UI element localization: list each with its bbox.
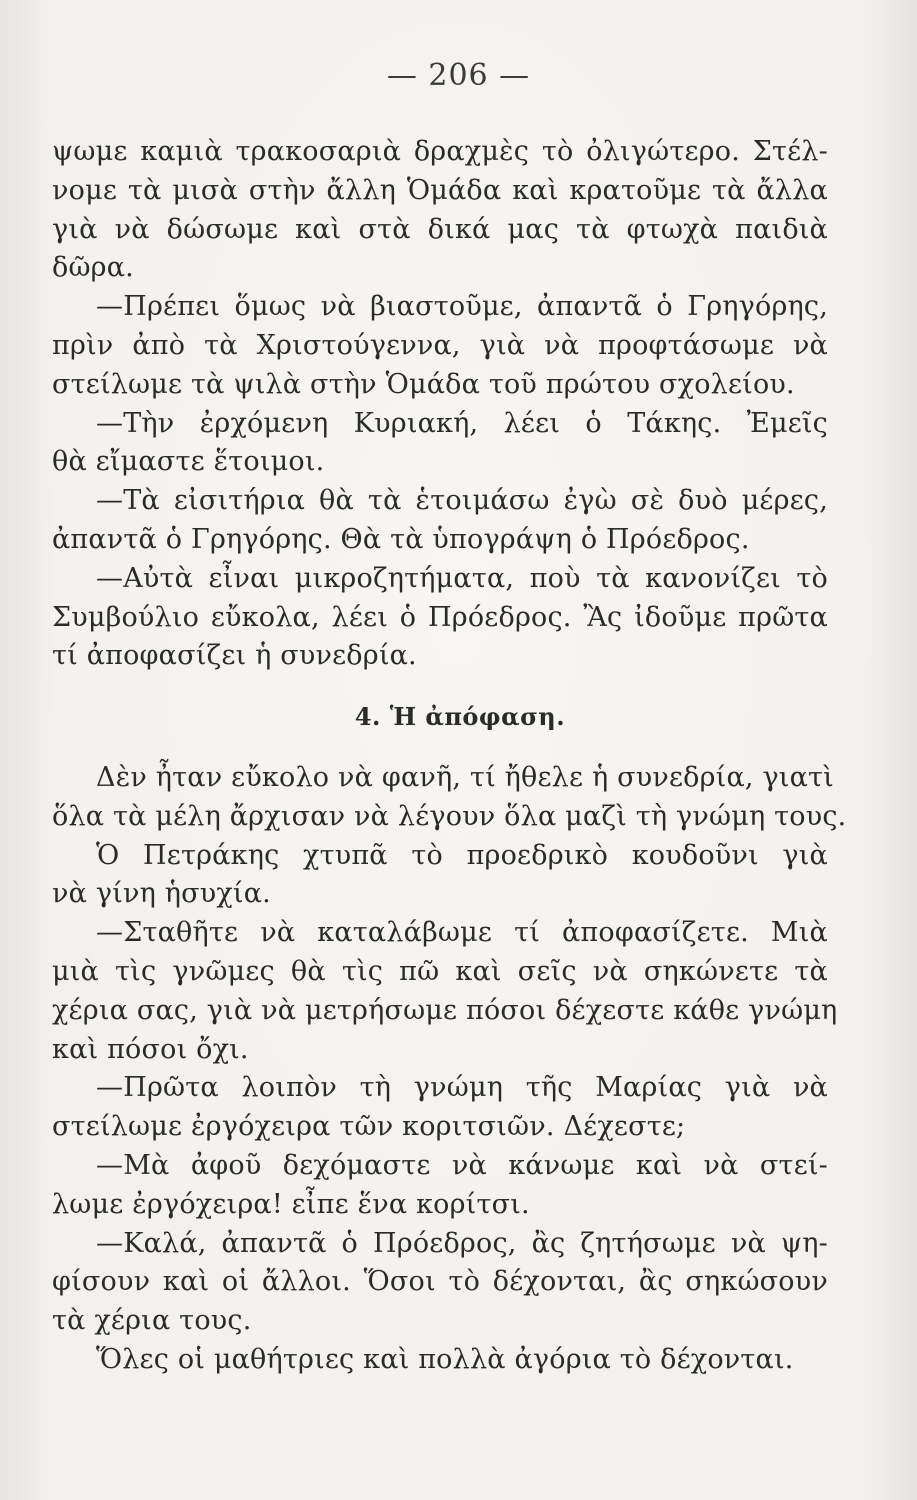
text-line: στείλωμε ἐργόχειρα τῶν κοριτσιῶν. Δέχεστε; (52, 1111, 686, 1143)
text-line: —Αὐτὰ εἶναι μικροζητήματα, ποὺ τὰ κανονίζει τὸ (96, 562, 828, 594)
text-line: Συμβούλιο εὔκολα, λέει ὁ Πρόεδρος. Ἂς ἰδοῦμε πρῶτα (52, 601, 828, 633)
paragraph (52, 837, 828, 915)
text-line: τὰ χέρια τους. (52, 1305, 252, 1337)
paragraph (52, 914, 838, 1069)
text-line: ἀπαντᾶ ὁ Γρηγόρης. Θὰ τὰ ὑπογράψη ὁ Πρόεδρος. (52, 523, 750, 555)
text-line: νομε τὰ μισὰ στὴν ἄλλη Ὁμάδα καὶ κρατοῦμε τὰ ἄλλα (52, 174, 828, 206)
paragraph (52, 405, 828, 483)
text-line: φίσουν καὶ οἱ ἄλλοι. Ὅσοι τὸ δέχονται, ἂς σηκώσουν (52, 1266, 828, 1298)
text-line: —Μὰ ἀφοῦ δεχόμαστε νὰ κάνωμε καὶ νὰ στεί- (96, 1149, 828, 1181)
paragraph (52, 1225, 828, 1341)
page-text (52, 133, 847, 1380)
section-heading: 4. Ἡ ἀπόφαση. (354, 702, 566, 732)
text-line: γιὰ νὰ δώσωμε καὶ στὰ δικά μας τὰ φτωχὰ παιδιὰ (52, 213, 828, 245)
text-line: Ὁ Πετράκης χτυπᾶ τὸ προεδρικὸ κουδοῦνι γιὰ (96, 839, 828, 871)
paragraph (52, 560, 828, 676)
text-line: —Τὰ εἰσιτήρια θὰ τὰ ἑτοιμάσω ἐγὼ σὲ δυὸ μέρες, (96, 485, 828, 517)
paragraph (52, 1341, 828, 1380)
text-line: στείλωμε τὰ ψιλὰ στὴν Ὁμάδα τοῦ πρώτου σχολείου. (52, 368, 795, 400)
text-line: —Πρῶτα λοιπὸν τὴ γνώμη τῆς Μαρίας γιὰ νὰ (96, 1072, 828, 1104)
text-line: λωμε ἐργόχειρα! εἶπε ἕνα κορίτσι. (52, 1188, 530, 1220)
text-line: —Τὴν ἐρχόμενη Κυριακή, λέει ὁ Τάκης. Ἐμεῖς (96, 407, 828, 439)
dialogue-before-heading (52, 133, 828, 676)
dialogue-after-heading (52, 759, 847, 1380)
paragraph (52, 759, 847, 837)
page-number: — 206 — (386, 58, 531, 93)
text-line: —Σταθῆτε νὰ καταλάβωμε τί ἀποφασίζετε. Μιὰ (96, 917, 828, 949)
text-line: —Καλά, ἀπαντᾶ ὁ Πρόεδρος, ἂς ζητήσωμε νὰ ψη- (96, 1227, 828, 1259)
text-line: δῶρα. (52, 252, 134, 284)
paragraph (52, 1069, 828, 1147)
text-line: θὰ εἴμαστε ἕτοιμοι. (52, 446, 325, 478)
text-line: ὅλα τὰ μέλη ἄρχισαν νὰ λέγουν ὅλα μαζὶ τὴ γνώμη τους. (52, 800, 847, 832)
paragraph (52, 133, 828, 288)
text-line: ψωμε καμιὰ τρακοσαριὰ δραχμὲς τὸ ὀλιγώτερο. Στέλ- (52, 136, 828, 167)
text-line: Ὅλες οἱ μαθήτριες καὶ πολλὰ ἀγόρια τὸ δέχονται. (96, 1343, 794, 1375)
paragraph (52, 1147, 828, 1225)
text-line: καὶ πόσοι ὄχι. (52, 1033, 249, 1065)
text-line: τί ἀποφασίζει ἡ συνεδρία. (52, 640, 417, 672)
text-line: Δὲν ἦταν εὔκολο νὰ φανῆ, τί ἤθελε ἡ συνεδρία, γιατὶ (96, 761, 834, 793)
text-line: χέρια σας, γιὰ νὰ μετρήσωμε πόσοι δέχεστε κάθε γνώμη (52, 994, 838, 1026)
paragraph (52, 288, 828, 404)
text-line: —Πρέπει ὅμως νὰ βιαστοῦμε, ἀπαντᾶ ὁ Γρηγόρης, (96, 291, 828, 323)
text-line: μιὰ τὶς γνῶμες θὰ τὶς πῶ καὶ σεῖς νὰ σηκώνετε τὰ (52, 955, 828, 987)
text-line: πρὶν ἀπὸ τὰ Χριστούγεννα, γιὰ νὰ προφτάσωμε νὰ (52, 329, 828, 361)
text-line: νὰ γίνη ἡσυχία. (52, 878, 271, 910)
paragraph (52, 482, 828, 560)
